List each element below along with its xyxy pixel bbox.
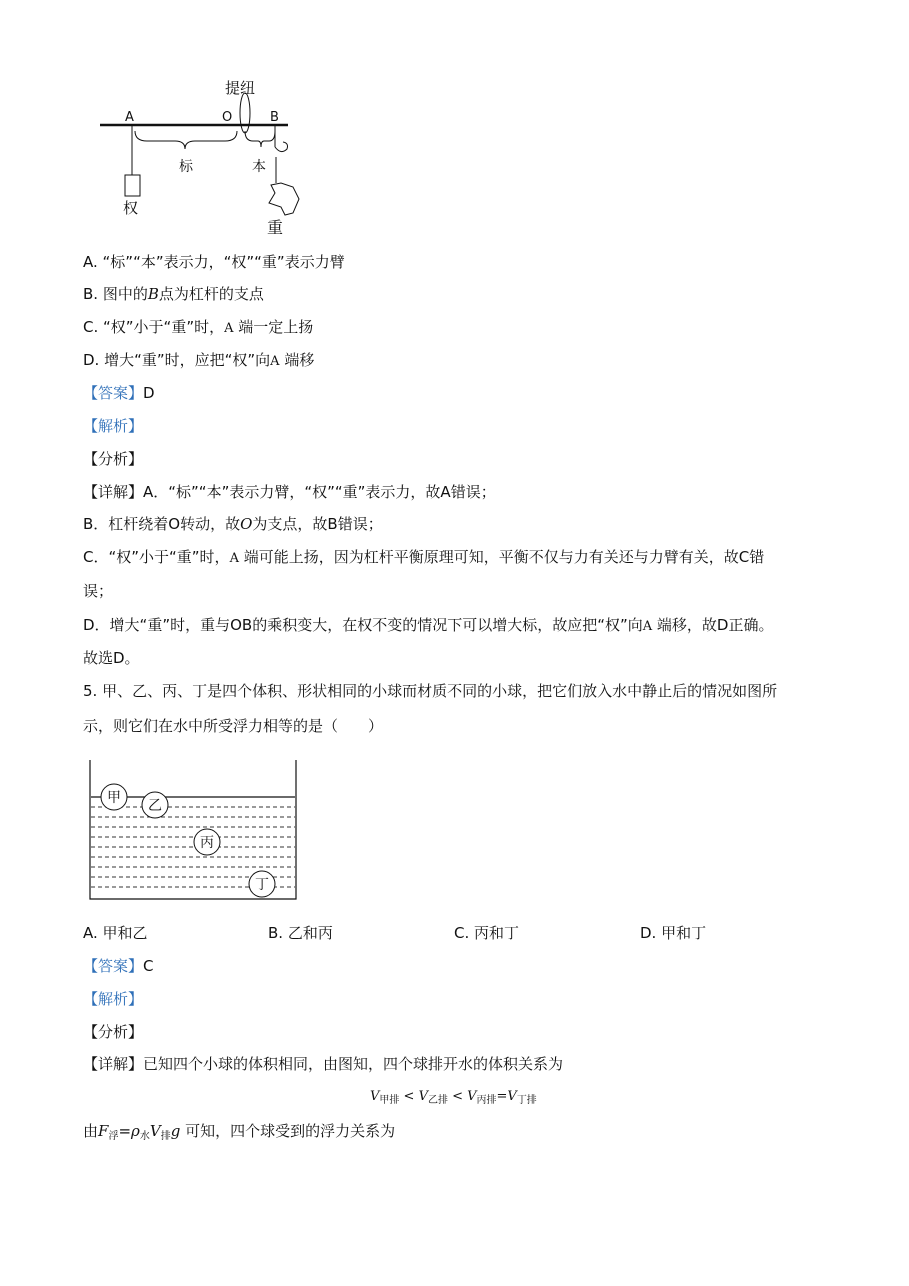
ball-bing-label: 丙: [200, 835, 214, 851]
water-tank-figure: [85, 755, 305, 905]
q4-detail-4-suffix: 端移，故D正确。: [656, 616, 774, 634]
q4-conclusion: 故选D。: [83, 649, 140, 667]
ball-yi-label: 乙: [148, 798, 162, 814]
q4-option-c: [83, 317, 313, 339]
q4-option-b-var: B: [147, 285, 159, 303]
q4-detail-4: [83, 615, 773, 637]
formula-g: g: [170, 1122, 181, 1140]
q4-detail-2: [83, 514, 383, 534]
formula-v: V: [149, 1122, 161, 1140]
ball-ding-label: 丁: [255, 877, 269, 893]
q4-answer: [83, 383, 155, 403]
eq-lt-1: <: [399, 1089, 419, 1104]
ball-jia-label: 甲: [107, 790, 121, 806]
eq-sub-4: 丁排: [516, 1095, 537, 1106]
lever-label-tineu: 提纽: [225, 79, 256, 97]
lever-label-o: O: [222, 110, 233, 125]
q4-option-d-suffix: 端移: [284, 351, 315, 369]
lever-label-zhong: 重: [267, 218, 284, 237]
q4-detail-2-var: O: [240, 515, 253, 533]
q4-detail-1: 【详解】A．“标”“本”表示力臂，“权”“重”表示力，故A错误；: [83, 483, 496, 501]
formula-rho: ρ: [131, 1122, 140, 1140]
formula-eq: =: [118, 1122, 132, 1140]
eq-sub-1: 甲排: [379, 1095, 400, 1106]
q4-option-b-suffix: 点为杠杆的支点: [158, 285, 264, 303]
lever-label-ben: 本: [252, 159, 266, 175]
q4-option-a: A. “标”“本”表示力，“权”“重”表示力臂: [83, 253, 345, 271]
q5-volume-relation: [370, 1089, 537, 1106]
formula-f-sub: 浮: [108, 1131, 119, 1142]
q5-analysis-tag: 【解析】: [83, 990, 144, 1008]
eq-sub-2: 乙排: [427, 1095, 448, 1106]
q4-analysis-tag: 【解析】: [83, 417, 144, 435]
q4-answer-tag: 【答案】: [83, 384, 144, 402]
formula-rho-sub: 水: [139, 1131, 150, 1142]
q5-detail-1: 【详解】已知四个小球的体积相同，由图知，四个球排开水的体积关系为: [83, 1055, 564, 1073]
eq-equals: =: [496, 1089, 508, 1104]
q5-answer-tag: 【答案】: [83, 957, 144, 975]
lever-label-b: B: [270, 110, 279, 125]
q5-stem-line-2: 示，则它们在水中所受浮力相等的是（ ）: [83, 717, 384, 735]
q4-detail-3-suffix: 端可能上扬，因为杠杆平衡原理可知，平衡不仅与力有关还与力臂有关，故C错: [243, 548, 765, 566]
q4-detail-2-suffix: 为支点，故B错误；: [252, 515, 383, 533]
formula-f: F: [98, 1122, 109, 1140]
q5-option-a: A. 甲和乙: [83, 924, 148, 942]
eq-v-4: V: [507, 1089, 517, 1104]
q5-option-b: B. 乙和丙: [268, 924, 333, 942]
q5-fenxi: 【分析】: [83, 1023, 144, 1041]
formula-v-sub: 排: [160, 1131, 171, 1142]
q5-detail-2: [83, 1121, 395, 1147]
eq-v-3: V: [467, 1089, 477, 1104]
lever-label-biao: 标: [179, 159, 193, 175]
q4-detail-3-cont: 误；: [83, 582, 114, 600]
eq-lt-2: <: [447, 1089, 468, 1104]
q4-answer-value: D: [143, 384, 155, 402]
q4-detail-3-prefix: C．“权”小于“重”时，: [83, 548, 230, 566]
q4-detail-2-prefix: B．杠杆绕着O转动，故: [83, 515, 241, 533]
q4-option-c-prefix: C. “权”小于“重”时，: [83, 318, 225, 336]
q4-detail-4-prefix: D．增大“重”时，重与OB的乘积变大，在权不变的情况下可以增大标，故应把“权”向: [83, 616, 643, 634]
q4-option-d: [83, 350, 314, 372]
q5-detail-2-suffix: 可知，四个球受到的浮力关系为: [185, 1122, 396, 1140]
q4-detail-3: [83, 547, 764, 569]
lever-figure: [95, 75, 315, 240]
q4-option-d-prefix: D. 增大“重”时，应把“权”向: [83, 351, 271, 369]
lever-label-a: A: [125, 110, 134, 125]
lever-label-quan: 权: [123, 199, 139, 217]
eq-sub-3: 丙排: [476, 1095, 497, 1106]
eq-v-1: V: [370, 1089, 380, 1104]
eq-v-2: V: [418, 1089, 428, 1104]
q5-option-d: D. 甲和丁: [640, 924, 707, 942]
q5-detail-2-prefix: 由: [83, 1122, 99, 1140]
q5-answer: [83, 956, 154, 976]
q4-option-b: [83, 284, 264, 304]
q4-option-b-prefix: B. 图中的: [83, 285, 148, 303]
q4-detail-3-var: A: [229, 551, 239, 566]
q4-option-c-var: A: [224, 321, 234, 336]
q4-detail-4-var: A: [642, 619, 653, 634]
q5-option-c: C. 丙和丁: [454, 924, 520, 942]
q4-option-d-var: A: [270, 354, 280, 369]
q5-stem-line-1: 5. 甲、乙、丙、丁是四个体积、形状相同的小球而材质不同的小球，把它们放入水中静止后的情况如图所: [83, 682, 778, 700]
q4-fenxi: 【分析】: [83, 450, 144, 468]
q4-option-c-suffix: 端一定上扬: [238, 318, 314, 336]
q5-answer-value: C: [143, 957, 154, 975]
